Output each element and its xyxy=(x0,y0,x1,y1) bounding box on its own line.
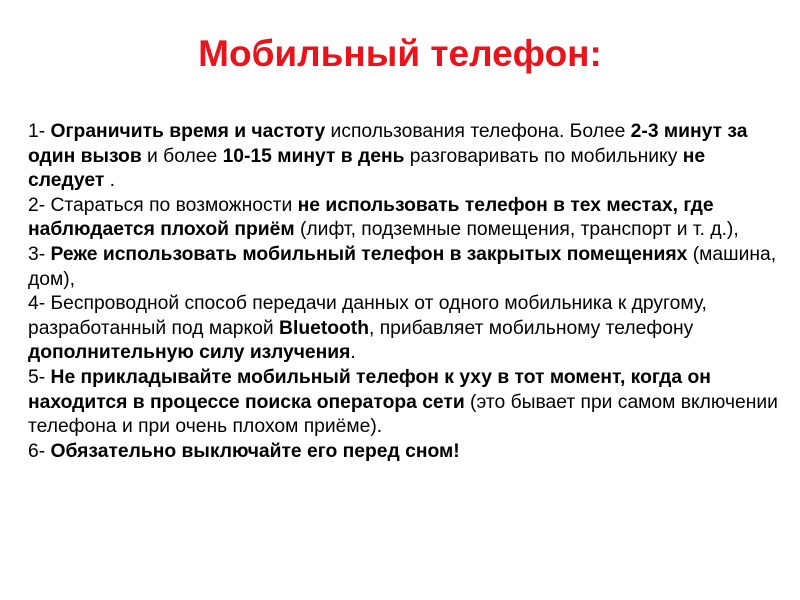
advice-text: . xyxy=(350,342,356,364)
advice-text: использования телефона. Более xyxy=(325,121,631,142)
advice-text-bold: Не прикладывайте мобильный телефон к уху в тот момент, когда он находится в процессе поиска оператора сети xyxy=(28,366,711,413)
advice-text-bold: дополнительную силу излучения xyxy=(28,342,351,364)
advice-text: , прибавляет мобильному телефону xyxy=(369,317,694,339)
advice-text: 3- xyxy=(28,243,51,265)
advice-text-bold: не использовать телефон в тех местах, где наблюдается плохой приём xyxy=(28,194,714,241)
advice-text: и более xyxy=(141,145,223,167)
advice-text: 4- Беспроводной способ передачи данных от одного мобильника к другому, разработанный под маркой xyxy=(28,293,707,339)
advice-text-bold: 10-15 минут в день xyxy=(222,145,405,167)
advice-text-bold: Обязательно выключайте его перед сном! xyxy=(50,440,460,462)
advice-item xyxy=(28,440,778,465)
advice-item xyxy=(28,366,778,440)
advice-text: (лифт, подземные помещения, транспорт и т. д.), xyxy=(294,219,739,241)
advice-text-bold: Реже использовать мобильный телефон в закрытых помещениях xyxy=(50,243,688,265)
advice-text: 5- xyxy=(28,366,51,388)
advice-item xyxy=(28,292,778,366)
advice-text: 6- xyxy=(28,440,51,462)
advice-item xyxy=(28,243,778,292)
advice-item xyxy=(28,120,778,194)
advice-text: 1- xyxy=(28,121,51,142)
advice-text: (это бывает при самом включении телефона и при очень плохом приёме). xyxy=(28,391,778,438)
advice-text-bold: не следует xyxy=(28,145,706,192)
slide-title: Мобильный телефон: xyxy=(198,33,602,74)
advice-text-bold: 2-3 минут за один вызов xyxy=(28,121,748,167)
advice-list xyxy=(28,120,778,464)
advice-text-bold: Ограничить время и частоту xyxy=(50,121,326,142)
advice-text: . xyxy=(104,170,116,192)
advice-text: (машина, дом), xyxy=(28,243,777,290)
advice-text-bold: Bluetooth xyxy=(279,317,370,339)
advice-text: разговаривать по мобильнику xyxy=(404,145,683,167)
advice-item xyxy=(28,194,778,243)
advice-text: 2- Стараться по возможности xyxy=(28,194,298,216)
